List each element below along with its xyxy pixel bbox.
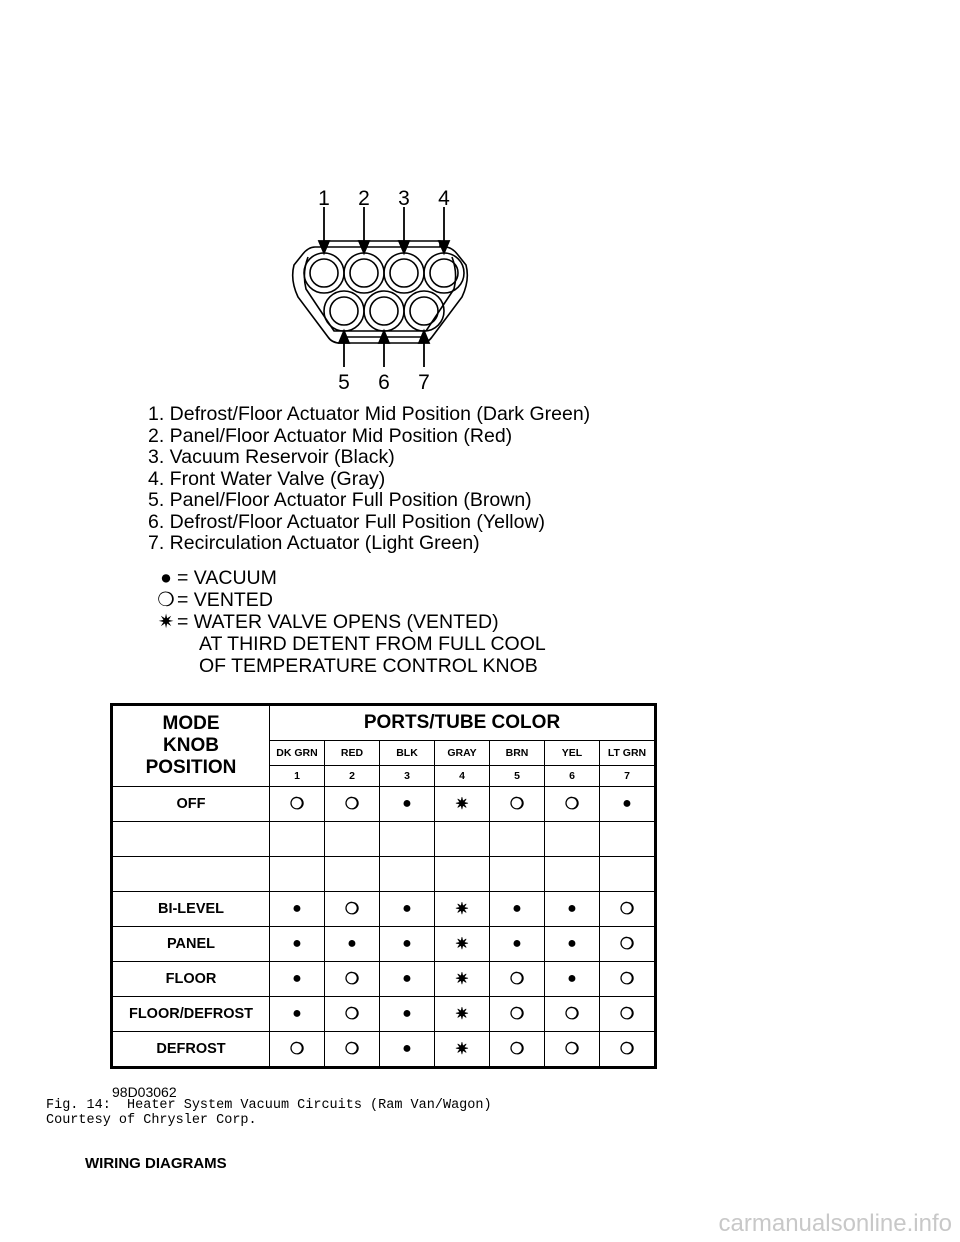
symbol-legend: [155, 567, 546, 677]
port-state: ●: [380, 927, 435, 962]
port-state: [380, 822, 435, 857]
port-state: ❍: [600, 962, 656, 997]
port-state: ❍: [325, 997, 380, 1032]
port-number-header: 1: [270, 766, 325, 787]
port-state: ●: [380, 892, 435, 927]
mode-header: [112, 705, 270, 787]
port-state: ●: [600, 787, 656, 822]
connector-top-number: 1: [318, 187, 330, 210]
vacuum-connector-diagram: [280, 185, 480, 395]
port-state: ❍: [325, 1032, 380, 1068]
port-state: ❍: [600, 927, 656, 962]
port-description: 7. Recirculation Actuator (Light Green): [148, 532, 480, 554]
port-state: ❍: [600, 1032, 656, 1068]
figure-code: 98D03062: [112, 1084, 177, 1100]
table-row: [112, 962, 656, 997]
port-state: ❍: [490, 997, 545, 1032]
mode-label: BI-LEVEL: [112, 892, 270, 927]
port-state: ●: [270, 962, 325, 997]
mode-header-line: MODE: [162, 713, 220, 734]
port-state: ❍: [270, 1032, 325, 1068]
port-color-header: RED: [325, 741, 380, 766]
port-state: ●: [380, 997, 435, 1032]
mode-port-table: [110, 703, 657, 1069]
port-number-header: 7: [600, 766, 656, 787]
port-state: ●: [545, 927, 600, 962]
connector-top-number: 3: [398, 187, 410, 210]
port-state: ✷: [435, 997, 490, 1032]
port-state: ✷: [435, 787, 490, 822]
port-color-header: BLK: [380, 741, 435, 766]
mode-header-line: KNOB: [163, 735, 219, 756]
port-state: ❍: [600, 997, 656, 1032]
connector-top-number: 2: [358, 187, 370, 210]
port-state: [600, 822, 656, 857]
connector-bottom-number: 5: [338, 371, 350, 394]
mode-header-line: POSITION: [145, 757, 237, 778]
legend-vacuum: [155, 567, 546, 589]
port-state: [270, 857, 325, 892]
port-state: [435, 822, 490, 857]
table-row: [112, 892, 656, 927]
port-state: ●: [380, 962, 435, 997]
vacuum-dot-icon: ●: [160, 567, 172, 589]
port-number-header: 4: [435, 766, 490, 787]
legend-vacuum-text: = VACUUM: [177, 567, 277, 589]
table-row: [112, 857, 656, 892]
mode-label: [112, 822, 270, 857]
port-state: ❍: [490, 962, 545, 997]
table-row: [112, 1032, 656, 1068]
port-number-header: 6: [545, 766, 600, 787]
port-state: ●: [270, 997, 325, 1032]
port-state: ●: [380, 787, 435, 822]
port-number-header: 2: [325, 766, 380, 787]
port-state: ●: [325, 927, 380, 962]
port-description: 6. Defrost/Floor Actuator Full Position (Yellow): [148, 510, 546, 533]
port-number-header: 3: [380, 766, 435, 787]
connector-bottom-number: 7: [418, 371, 430, 394]
port-state: ●: [490, 892, 545, 927]
legend-vented: [155, 589, 546, 611]
table-row: [112, 927, 656, 962]
port-state: ❍: [325, 962, 380, 997]
port-state: ●: [270, 892, 325, 927]
port-state: [270, 822, 325, 857]
connector-bottom-number: 6: [378, 371, 390, 394]
legend-water-valve: [155, 611, 546, 633]
port-state: [325, 857, 380, 892]
port-color-header: LT GRN: [600, 741, 656, 766]
port-state: ●: [270, 927, 325, 962]
port-description: 3. Vacuum Reservoir (Black): [148, 446, 395, 468]
mode-label: [112, 857, 270, 892]
mode-label: PANEL: [112, 927, 270, 962]
port-state: ✷: [435, 927, 490, 962]
legend-water-text: = WATER VALVE OPENS (VENTED): [177, 611, 499, 633]
watermark: carmanualsonline.info: [718, 1210, 952, 1237]
caption-line: Fig. 14: Heater System Vacuum Circuits (Ram Van/Wagon): [46, 1098, 492, 1113]
port-state: ●: [490, 927, 545, 962]
ports-header: PORTS/TUBE COLOR: [270, 705, 656, 741]
port-description-list: [148, 404, 590, 555]
port-state: ●: [545, 892, 600, 927]
water-valve-star-icon: ✷: [157, 611, 175, 633]
table-row: [112, 997, 656, 1032]
port-state: ✷: [435, 892, 490, 927]
port-state: ❍: [325, 892, 380, 927]
port-description: 2. Panel/Floor Actuator Mid Position (Red): [148, 424, 513, 447]
port-state: ●: [380, 1032, 435, 1068]
port-color-header: BRN: [490, 741, 545, 766]
port-state: [545, 822, 600, 857]
mode-label: FLOOR: [112, 962, 270, 997]
port-color-header: GRAY: [435, 741, 490, 766]
port-state: ❍: [545, 1032, 600, 1068]
port-state: [435, 857, 490, 892]
port-state: [490, 857, 545, 892]
table-row: [112, 787, 656, 822]
port-state: ❍: [270, 787, 325, 822]
figure-caption: [46, 1098, 492, 1128]
port-state: ❍: [490, 1032, 545, 1068]
port-state: [380, 857, 435, 892]
port-state: [490, 822, 545, 857]
legend-water-text-line2: AT THIRD DETENT FROM FULL COOL: [199, 633, 546, 655]
port-number-header: 5: [490, 766, 545, 787]
port-state: ●: [545, 962, 600, 997]
port-state: ❍: [545, 787, 600, 822]
legend-water-text-line3: OF TEMPERATURE CONTROL KNOB: [199, 655, 538, 677]
mode-label: FLOOR/DEFROST: [112, 997, 270, 1032]
port-state: ✷: [435, 1032, 490, 1068]
port-description: 5. Panel/Floor Actuator Full Position (Brown): [148, 489, 532, 511]
port-color-header: YEL: [545, 741, 600, 766]
port-state: [325, 822, 380, 857]
mode-label: OFF: [112, 787, 270, 822]
port-state: ❍: [490, 787, 545, 822]
section-title: WIRING DIAGRAMS: [85, 1155, 227, 1172]
caption-line: Courtesy of Chrysler Corp.: [46, 1113, 257, 1128]
table-row: [112, 822, 656, 857]
port-state: ✷: [435, 962, 490, 997]
legend-vented-text: = VENTED: [177, 589, 273, 611]
port-state: ❍: [600, 892, 656, 927]
port-state: ❍: [545, 997, 600, 1032]
port-state: ❍: [325, 787, 380, 822]
connector-top-number: 4: [438, 187, 450, 210]
vented-circle-icon: ❍: [157, 589, 175, 611]
port-color-header: DK GRN: [270, 741, 325, 766]
port-state: [600, 857, 656, 892]
mode-label: DEFROST: [112, 1032, 270, 1068]
port-description: 4. Front Water Valve (Gray): [148, 467, 386, 490]
port-description: 1. Defrost/Floor Actuator Mid Position (Dark Green): [148, 403, 591, 425]
port-state: [545, 857, 600, 892]
